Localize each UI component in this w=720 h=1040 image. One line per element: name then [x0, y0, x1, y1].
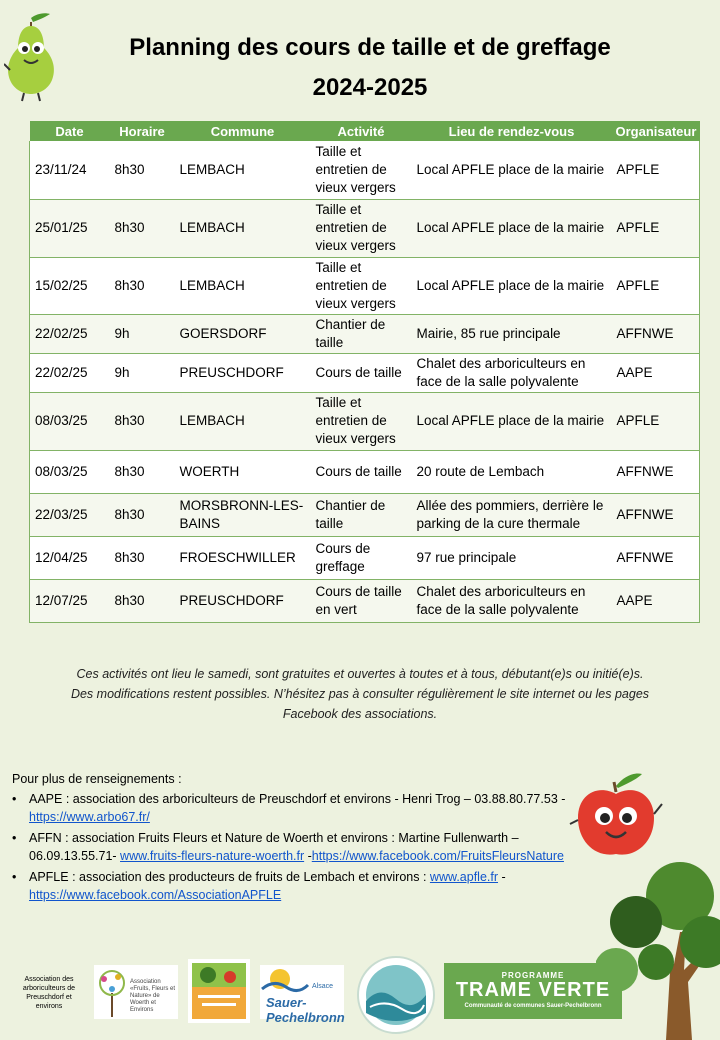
link-facebook-apfle[interactable]: https://www.facebook.com/AssociationAPFLE — [29, 888, 282, 902]
cell-date: 15/02/25 — [30, 257, 110, 314]
cell-date: 23/11/24 — [30, 141, 110, 199]
logo-affn — [94, 965, 178, 1019]
cell-horaire: 8h30 — [110, 392, 175, 450]
cell-commune: WOERTH — [175, 450, 311, 493]
contact-item-aape — [12, 790, 602, 826]
cell-horaire: 8h30 — [110, 450, 175, 493]
cell-date: 22/02/25 — [30, 314, 110, 353]
cell-lieu: Mairie, 85 rue principale — [412, 314, 612, 353]
cell-commune: MORSBRONN-LES-BAINS — [175, 493, 311, 536]
cell-organisateur: AAPE — [612, 353, 700, 392]
cell-organisateur: AFFNWE — [612, 536, 700, 579]
cell-horaire: 8h30 — [110, 536, 175, 579]
cell-organisateur: APFLE — [612, 141, 700, 199]
cell-lieu: Local APFLE place de la mairie — [412, 199, 612, 257]
cell-activite: Cours de taille — [311, 450, 412, 493]
pear-mascot-icon — [4, 8, 58, 102]
col-header-commune: Commune — [175, 121, 311, 141]
cell-organisateur: APFLE — [612, 257, 700, 314]
cell-lieu: Allée des pommiers, derrière le parking de la cure thermale — [412, 493, 612, 536]
col-header-date: Date — [30, 121, 110, 141]
cell-lieu: Local APFLE place de la mairie — [412, 392, 612, 450]
cell-organisateur: AAPE — [612, 579, 700, 622]
page-subtitle-year: 2024-2025 — [312, 74, 428, 101]
cell-commune: GOERSDORF — [175, 314, 311, 353]
col-header-activite: Activité — [311, 121, 412, 141]
cell-horaire: 8h30 — [110, 257, 175, 314]
cell-horaire: 9h — [110, 314, 175, 353]
table-row — [30, 392, 700, 450]
link-facebook-ffn[interactable]: https://www.facebook.com/FruitsFleursNature — [311, 849, 564, 863]
logo-sauer-small: Alsace — [312, 983, 334, 990]
cell-activite: Chantier de taille — [311, 314, 412, 353]
col-header-lieu: Lieu de rendez-vous — [412, 121, 612, 141]
table-row — [30, 257, 700, 314]
table-row — [30, 353, 700, 392]
cell-date: 25/01/25 — [30, 199, 110, 257]
cell-organisateur: AFFNWE — [612, 493, 700, 536]
trame-line1: PROGRAMME — [501, 971, 565, 980]
logo-apfle-icon — [188, 959, 250, 1023]
link-arbo67[interactable]: https://www.arbo67.fr/ — [29, 810, 150, 824]
cell-activite: Taille et entretien de vieux vergers — [311, 141, 412, 199]
cell-date: 22/03/25 — [30, 493, 110, 536]
table-row — [30, 314, 700, 353]
contact-text: AAPE : association des arboriculteurs de Preuschdorf et environs - Henri Trog – 03.88.80.77.53 - — [29, 792, 566, 806]
info-note — [40, 664, 680, 724]
table-header-row — [30, 121, 700, 141]
contact-intro: Pour plus de renseignements : — [12, 772, 182, 786]
cell-commune: FROESCHWILLER — [175, 536, 311, 579]
cell-commune: PREUSCHDORF — [175, 579, 311, 622]
cell-commune: LEMBACH — [175, 392, 311, 450]
cell-date: 12/07/25 — [30, 579, 110, 622]
link-separator: - — [498, 870, 506, 884]
cell-lieu: Local APFLE place de la mairie — [412, 141, 612, 199]
cell-commune: LEMBACH — [175, 199, 311, 257]
logo-aape: Association des arboriculteurs de Preuschdorf et environs — [22, 976, 76, 1010]
table-row — [30, 579, 700, 622]
table-row — [30, 141, 700, 199]
cell-lieu: Chalet des arboriculteurs en face de la salle polyvalente — [412, 353, 612, 392]
cell-organisateur: AFFNWE — [612, 450, 700, 493]
cell-activite: Cours de taille — [311, 353, 412, 392]
link-separator: - — [304, 849, 312, 863]
cell-organisateur: AFFNWE — [612, 314, 700, 353]
note-line: Ces activités ont lieu le samedi, sont gratuites et ouvertes à toutes et à tous, débutant(e)s ou initié(e)s. — [76, 667, 644, 681]
cell-lieu: Local APFLE place de la mairie — [412, 257, 612, 314]
logo-sauer-text: Sauer-Pechelbronn — [266, 995, 345, 1025]
logo-affn-text: Association «Fruits, Fleurs et Nature» de Woerth et Environs — [130, 979, 176, 1013]
cell-horaire: 9h — [110, 353, 175, 392]
cell-date: 22/02/25 — [30, 353, 110, 392]
territoire-engage-badge-icon — [356, 955, 436, 1035]
cell-activite: Cours de greffage — [311, 536, 412, 579]
apple-mascot-icon — [568, 768, 664, 862]
col-header-horaire: Horaire — [110, 121, 175, 141]
link-fruits-fleurs-nature[interactable]: www.fruits-fleurs-nature-woerth.fr — [120, 849, 305, 863]
cell-date: 08/03/25 — [30, 450, 110, 493]
note-line: Facebook des associations. — [282, 707, 438, 721]
cell-activite: Cours de taille en vert — [311, 579, 412, 622]
cell-commune: LEMBACH — [175, 257, 311, 314]
cell-horaire: 8h30 — [110, 493, 175, 536]
table-row — [30, 199, 700, 257]
cell-activite: Chantier de taille — [311, 493, 412, 536]
cell-horaire: 8h30 — [110, 141, 175, 199]
table-row — [30, 536, 700, 579]
cell-date: 12/04/25 — [30, 536, 110, 579]
page-title: Planning des cours de taille et de greffage — [129, 34, 611, 61]
cell-lieu: 97 rue principale — [412, 536, 612, 579]
trame-line3: Communauté de communes Sauer-Pechelbronn — [464, 1003, 602, 1009]
contact-text: APFLE : association des producteurs de fruits de Lembach et environs : — [29, 870, 430, 884]
contact-section — [12, 770, 602, 907]
contact-item-affn — [12, 829, 602, 865]
table-row — [30, 493, 700, 536]
cell-activite: Taille et entretien de vieux vergers — [311, 392, 412, 450]
logo-sauer-pechelbronn — [260, 965, 345, 1025]
planning-table — [29, 121, 700, 623]
link-apfle[interactable]: www.apfle.fr — [429, 870, 499, 884]
cell-commune: LEMBACH — [175, 141, 311, 199]
contact-text: AFFN : association Fruits Fleurs et Nature de Woerth et environs : Martine Fullenwarth – 06.09.13.55.71- — [29, 831, 519, 863]
contact-item-apfle — [12, 868, 602, 904]
note-line: Des modifications restent possibles. N’hésitez pas à consulter régulièrement le site internet ou les pages — [70, 687, 650, 701]
cell-date: 08/03/25 — [30, 392, 110, 450]
cell-activite: Taille et entretien de vieux vergers — [311, 199, 412, 257]
contact-list — [12, 790, 602, 904]
trame-line2: TRAME VERTE — [455, 979, 611, 1001]
cell-activite: Taille et entretien de vieux vergers — [311, 257, 412, 314]
partner-logos — [0, 955, 620, 1025]
cell-lieu: Chalet des arboriculteurs en face de la salle polyvalente — [412, 579, 612, 622]
sauer-wave-icon — [260, 965, 310, 995]
cell-organisateur: APFLE — [612, 392, 700, 450]
logo-trame-verte — [444, 963, 622, 1019]
cell-horaire: 8h30 — [110, 579, 175, 622]
affn-tree-icon — [94, 965, 130, 1019]
col-header-organisateur: Organisateur — [612, 121, 700, 141]
cell-horaire: 8h30 — [110, 199, 175, 257]
cell-commune: PREUSCHDORF — [175, 353, 311, 392]
table-row — [30, 450, 700, 493]
cell-lieu: 20 route de Lembach — [412, 450, 612, 493]
cell-organisateur: APFLE — [612, 199, 700, 257]
